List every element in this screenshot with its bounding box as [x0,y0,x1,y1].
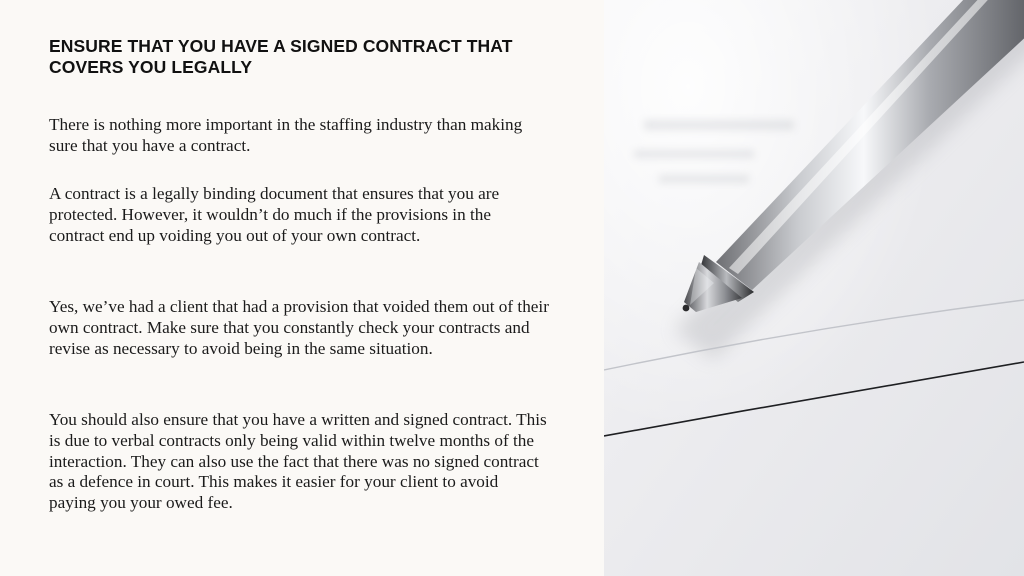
paragraph-3: Yes, we’ve had a client that had a provision that voided them out of their own contract. Make sure that you constantly check your contracts and revise as necessary to avoid being in the same situation. [49,297,549,358]
paragraph-4: You should also ensure that you have a written and signed contract. This is due to verbal contracts only being valid within twelve months of the interaction. They can also use the fact that there was no signed contract as a defence in court. This makes it easier for your client to avoid paying you your owed fee. [49,410,547,513]
pen-on-paper-photo [604,0,1024,576]
paragraph-2: A contract is a legally binding document that ensures that you are protected. However, it wouldn’t do much if the provisions in the contract end up voiding you out of your own contract. [49,184,500,245]
slide-title: ENSURE THAT YOU HAVE A SIGNED CONTRACT THAT COVERS YOU LEGALLY [49,36,513,77]
paragraph-1: There is nothing more important in the staffing industry than making sure that you have a contract. [49,115,523,155]
